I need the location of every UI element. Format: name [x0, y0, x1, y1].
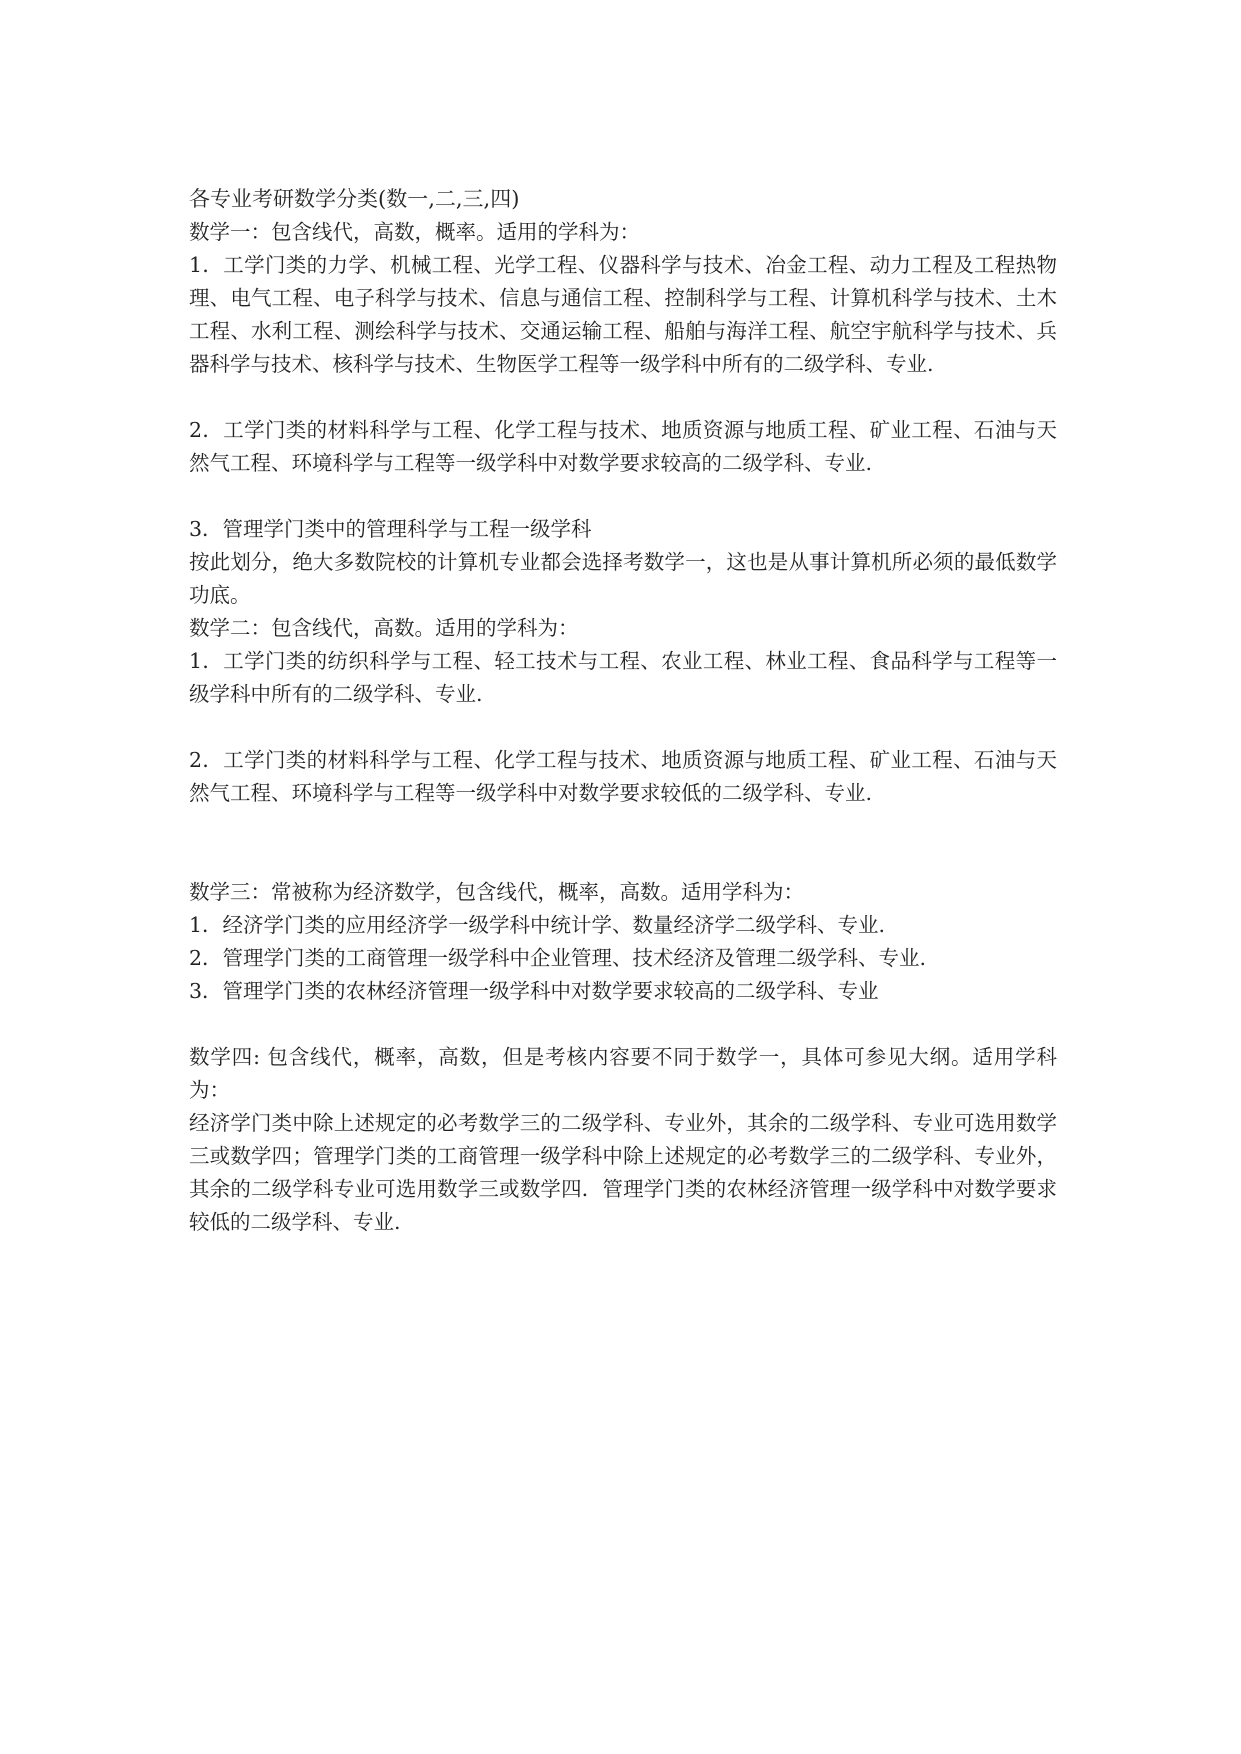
document-body — [189, 183, 1057, 1239]
math3-item-3: 3．管理学门类的农林经济管理一级学科中对数学要求较高的二级学科、专业 — [189, 979, 879, 1003]
math4-heading: 数学四: 包含线代，概率，高数，但是考核内容要不同于数学一，具体可参见大纲。适用学科为： — [189, 1045, 1057, 1102]
math1-item-1: 1．工学门类的力学、机械工程、光学工程、仪器科学与技术、冶金工程、动力工程及工程热物理、电气工程、电子科学与技术、信息与通信工程、控制科学与工程、计算机科学与技术、土木工程、水利工程、测绘科学与技术、交通运输工程、船舶与海洋工程、航空宇航科学与技术、兵器科学与技术、核科学与技术、生物医学工程等一级学科中所有的二级学科、专业. — [189, 253, 1057, 376]
math1-item-2: 2．工学门类的材料科学与工程、化学工程与技术、地质资源与地质工程、矿业工程、石油与天然气工程、环境科学与工程等一级学科中对数学要求较高的二级学科、专业. — [189, 418, 1057, 475]
spacer — [189, 381, 1057, 414]
spacer — [189, 810, 1057, 876]
math2-heading: 数学二：包含线代，高数。适用的学科为： — [189, 616, 579, 640]
document-title: 各专业考研数学分类(数一,二,三,四) — [189, 187, 520, 211]
math3-item-1: 1．经济学门类的应用经济学一级学科中统计学、数量经济学二级学科、专业. — [189, 913, 886, 937]
math1-note: 按此划分，绝大多数院校的计算机专业都会选择考数学一，这也是从事计算机所必须的最低数学功底。 — [189, 550, 1057, 607]
math2-item-2: 2．工学门类的材料科学与工程、化学工程与技术、地质资源与地质工程、矿业工程、石油与天然气工程、环境科学与工程等一级学科中对数学要求较低的二级学科、专业. — [189, 748, 1057, 805]
spacer — [189, 480, 1057, 513]
math1-heading: 数学一：包含线代，高数，概率。适用的学科为： — [189, 220, 640, 244]
math1-item-3: 3．管理学门类中的管理科学与工程一级学科 — [189, 517, 592, 541]
spacer — [189, 1008, 1057, 1041]
math4-body: 经济学门类中除上述规定的必考数学三的二级学科、专业外，其余的二级学科、专业可选用数学三或数学四；管理学门类的工商管理一级学科中除上述规定的必考数学三的二级学科、专业外，其余的二级学科专业可选用数学三或数学四．管理学门类的农林经济管理一级学科中对数学要求较低的二级学科、专业. — [189, 1111, 1057, 1234]
math3-item-2: 2．管理学门类的工商管理一级学科中企业管理、技术经济及管理二级学科、专业. — [189, 946, 927, 970]
math3-heading: 数学三：常被称为经济数学，包含线代，概率，高数。适用学科为： — [189, 880, 804, 904]
spacer — [189, 711, 1057, 744]
math2-item-1: 1．工学门类的纺织科学与工程、轻工技术与工程、农业工程、林业工程、食品科学与工程等一级学科中所有的二级学科、专业. — [189, 649, 1057, 706]
